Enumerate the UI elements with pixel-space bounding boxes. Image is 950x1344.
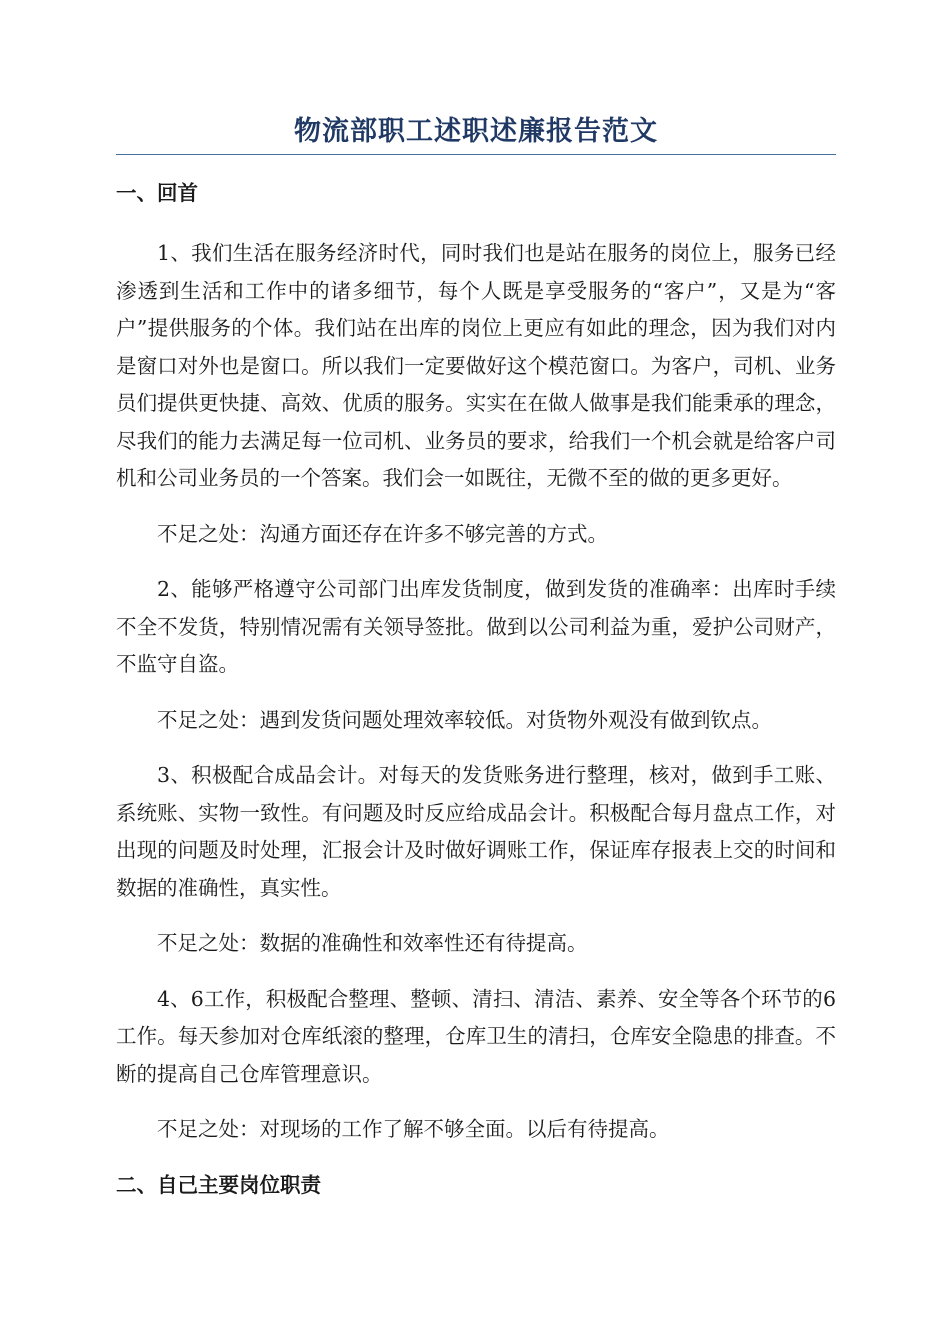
paragraph-shortcoming-4: 不足之处：对现场的工作了解不够全面。以后有待提高。 — [157, 1117, 670, 1141]
paragraph-3: 3、积极配合成品会计。对每天的发货账务进行整理，核对，做到手工账、系统账、实物一致性。有问题及时反应给成品会计。积极配合每月盘点工作，对出现的问题及时处理，汇报会计及时做好调账工作，保证库存报表上交的时间和数据的准确性，真实性。 — [116, 763, 836, 900]
paragraph-shortcoming-1: 不足之处：沟通方面还存在许多不够完善的方式。 — [157, 521, 608, 546]
document-title: 物流部职工述职述廉报告范文 — [294, 116, 658, 147]
section-heading-2: 二、自己主要岗位职责 — [116, 1172, 321, 1197]
paragraph-4: 4、6工作，积极配合整理、整顿、清扫、清洁、素养、安全等各个环节的6工作。每天参加对仓库纸滚的整理，仓库卫生的清扫，仓库安全隐患的排查。不断的提高自己仓库管理意识。 — [116, 986, 836, 1086]
title-underline — [116, 154, 836, 155]
paragraph-2: 2、能够严格遵守公司部门出库发货制度，做到发货的准确率：出库时手续不全不发货，特别情况需有关领导签批。做到以公司利益为重，爱护公司财产，不监守自盗。 — [116, 577, 836, 676]
paragraph-shortcoming-2: 不足之处：遇到发货问题处理效率较低。对货物外观没有做到钦点。 — [157, 707, 772, 732]
paragraph-shortcoming-3: 不足之处：数据的准确性和效率性还有待提高。 — [157, 931, 588, 955]
document-page — [116, 112, 836, 1227]
paragraph-1: 1、我们生活在服务经济时代，同时我们也是站在服务的岗位上，服务已经渗透到生活和工作中的诸多细节，每个人既是享受服务的“客户”，又是为“客户”提供服务的个体。我们站在出库的岗位上更应有如此的理念，因为我们对内是窗口对外也是窗口。所以我们一定要做好这个模范窗口。为客户，司机、业务员们提供更快捷、高效、优质的服务。实实在在做人做事是我们能秉承的理念，尽我们的能力去满足每一位司机、业务员的要求，给我们一个机会就是给客户司机和公司业务员的一个答案。我们会一如既往，无微不至的做的更多更好。 — [116, 241, 836, 490]
section-heading-1: 一、回首 — [116, 181, 198, 205]
